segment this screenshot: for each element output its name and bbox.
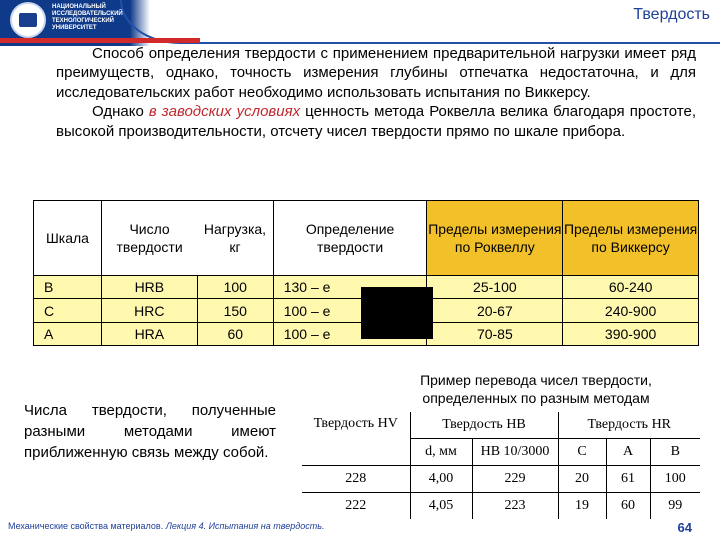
cell: 25-100 [427, 276, 563, 299]
conversion-header-row [302, 412, 700, 439]
header-scale: Шкала [34, 201, 102, 276]
header-hr: Твердость HR [587, 417, 672, 432]
cell: 240-900 [563, 299, 699, 323]
cell: 222 [302, 493, 410, 520]
note-text: Числа твердости, полученные разными методами имеют приближенную связь между собой. [24, 402, 276, 461]
cell: C [34, 299, 102, 323]
sub-a: A [606, 439, 650, 466]
university-logo-icon [10, 2, 46, 38]
cell: 150 [197, 299, 273, 323]
org-line: НАЦИОНАЛЬНЫЙ [52, 4, 106, 10]
header-determination: Определение твердости [273, 201, 427, 276]
cell: 60-240 [563, 276, 699, 299]
cell-text: 130 – e [283, 279, 331, 295]
p2-italic: в заводских условиях [148, 103, 301, 121]
cell: 4,05 [410, 493, 472, 520]
footer-course: Механические свойства материалов. [8, 521, 164, 531]
university-name [52, 4, 122, 32]
cell: 20-67 [427, 299, 563, 323]
sub-b: B [650, 439, 700, 466]
sub-d: d, мм [410, 439, 472, 466]
p2-after: ценность метода Роквелла велика благодаря простоте, высокой производительности, отсчету чисел твердости прямо по шкале прибора. [56, 103, 696, 140]
header-hb: Твердость HB [410, 412, 558, 439]
conversion-row [302, 493, 700, 520]
cell: 20 [558, 466, 606, 493]
header-red-stripe [0, 38, 200, 43]
cell: A [34, 323, 102, 346]
cell: 390-900 [563, 323, 699, 346]
conversion-table [302, 412, 700, 519]
sub-c: C [558, 439, 606, 466]
header-load: Нагрузка, кг [197, 201, 273, 276]
relation-note [24, 400, 276, 463]
footer-lecture: Лекция 4. Испытания на твердость. [165, 521, 325, 531]
table-header-row [34, 201, 699, 276]
slide-title: Твердость [633, 6, 710, 23]
cell: 100 [650, 466, 700, 493]
sub-hb: HB 10/3000 [472, 439, 558, 466]
intro-text [56, 44, 696, 141]
cell: 99 [668, 498, 683, 513]
header-curve [120, 0, 720, 44]
intro-paragraph-2 [56, 102, 696, 141]
header-vickers: Пределы измерения по Виккерсу [563, 201, 699, 276]
cell: HRA [101, 323, 197, 346]
cell: 60 [606, 493, 650, 520]
cell: 19 [558, 493, 606, 520]
cell: HRB [101, 276, 197, 299]
intro-paragraph-1: Способ определения твердости с применением предварительной нагрузки имеет ряд преимуществ, однако, точность измерения глубины отпечатка недостаточна, и для исследовательских работ необходимо использовать испытания по Виккерсу. [56, 45, 696, 101]
footer [8, 521, 324, 531]
cell: 61 [606, 466, 650, 493]
cell: 228 [302, 466, 410, 493]
cell: 229 [472, 466, 558, 493]
logo-building-icon [19, 13, 37, 27]
cell: 70-85 [427, 323, 563, 346]
cell: 223 [472, 493, 558, 520]
cell: 4,00 [410, 466, 472, 493]
org-line: ИССЛЕДОВАТЕЛЬСКИЙ [52, 11, 123, 17]
black-block [361, 287, 433, 339]
cell: B [34, 276, 102, 299]
org-line: ТЕХНОЛОГИЧЕСКИЙ [52, 18, 114, 24]
page-number: 64 [677, 520, 692, 535]
cell-text: 100 – e [283, 326, 331, 342]
cell: 60 [197, 323, 273, 346]
conversion-row [302, 466, 700, 493]
cell: 100 [197, 276, 273, 299]
p2-before: Однако [92, 103, 149, 121]
conversion-title: Пример перевода чисел твердости, определенных по разным методам [420, 372, 652, 406]
org-line: УНИВЕРСИТЕТ [52, 25, 97, 31]
cell: HRC [101, 299, 197, 323]
header-rockwell: Пределы измерения по Роквеллу [427, 201, 563, 276]
cell-text: 100 – e [283, 302, 331, 319]
header-number: Число твердости [101, 201, 197, 276]
header-hv: Твердость HV [302, 412, 410, 466]
